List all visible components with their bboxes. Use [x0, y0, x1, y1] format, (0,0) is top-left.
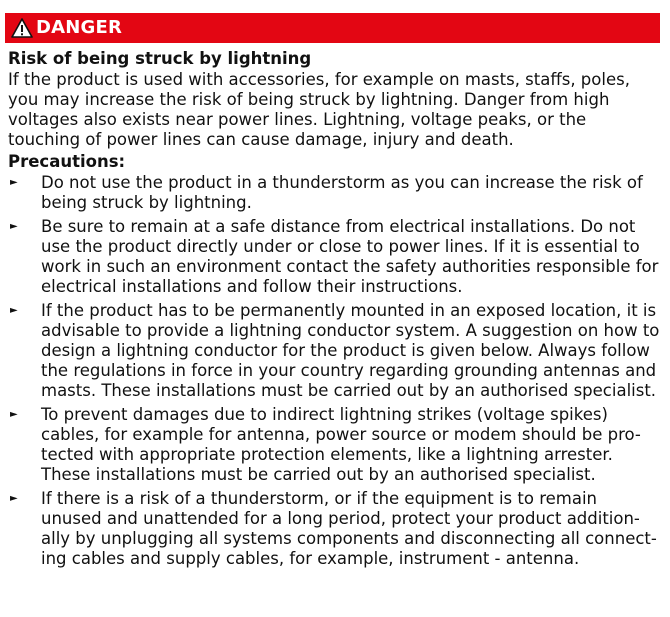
precautions-heading: Precautions:: [8, 152, 126, 171]
list-item-text: If there is a risk of a thunderstorm, or if the equipment is to remain unused and unattended for a long period, protect your product addition-ally by unplugging all systems components and disconnecting all connect-ing cables and supply cables, for example, instrument - antenna.: [41, 489, 657, 568]
precautions-list: [8, 173, 660, 569]
danger-label: DANGER: [36, 17, 123, 38]
list-item: [8, 301, 660, 401]
section-title: Risk of being struck by lightning: [8, 49, 312, 68]
bullet-arrow-icon: ►: [10, 409, 18, 420]
bullet-arrow-icon: ►: [10, 493, 18, 504]
intro-paragraph: If the product is used with accessories, for example on masts, staffs, poles, you may increase the risk of being struck by lightning. Danger from high voltages also exists near power lines. Lightning, voltage peaks, or the touching of power lines can cause damage, injury and death.: [8, 70, 630, 149]
list-item: [8, 217, 660, 297]
bullet-arrow-icon: ►: [10, 221, 18, 232]
list-item-text: Do not use the product in a thunderstorm as you can increase the risk of being struck by lightning.: [41, 173, 643, 212]
danger-banner: [5, 13, 660, 43]
list-item-text: If the product has to be permanently mounted in an exposed location, it is advisable to provide a lightning conductor system. A suggestion on how to design a lightning conductor for the product is given below. Always follow the regulations in force in your country regarding grounding antennas and masts. These installations must be carried out by an authorised specialist.: [41, 301, 660, 400]
bullet-arrow-icon: ►: [10, 177, 18, 188]
danger-content: [8, 48, 660, 573]
list-item: [8, 405, 660, 485]
list-item: [8, 173, 660, 213]
list-item: [8, 489, 660, 569]
bullet-arrow-icon: ►: [10, 305, 18, 316]
list-item-text: To prevent damages due to indirect lightning strikes (voltage spikes) cables, for example for antenna, power source or modem should be pro-tected with appropriate protection elements, like a lightning arrester. These installations must be carried out by an authorised specialist.: [41, 405, 641, 484]
list-item-text: Be sure to remain at a safe distance from electrical installations. Do not use the product directly under or close to power lines. If it is essential to work in such an environment contact the safety authorities responsible for electrical installations and follow their instructions.: [41, 217, 659, 296]
warning-triangle-icon: [11, 18, 33, 38]
